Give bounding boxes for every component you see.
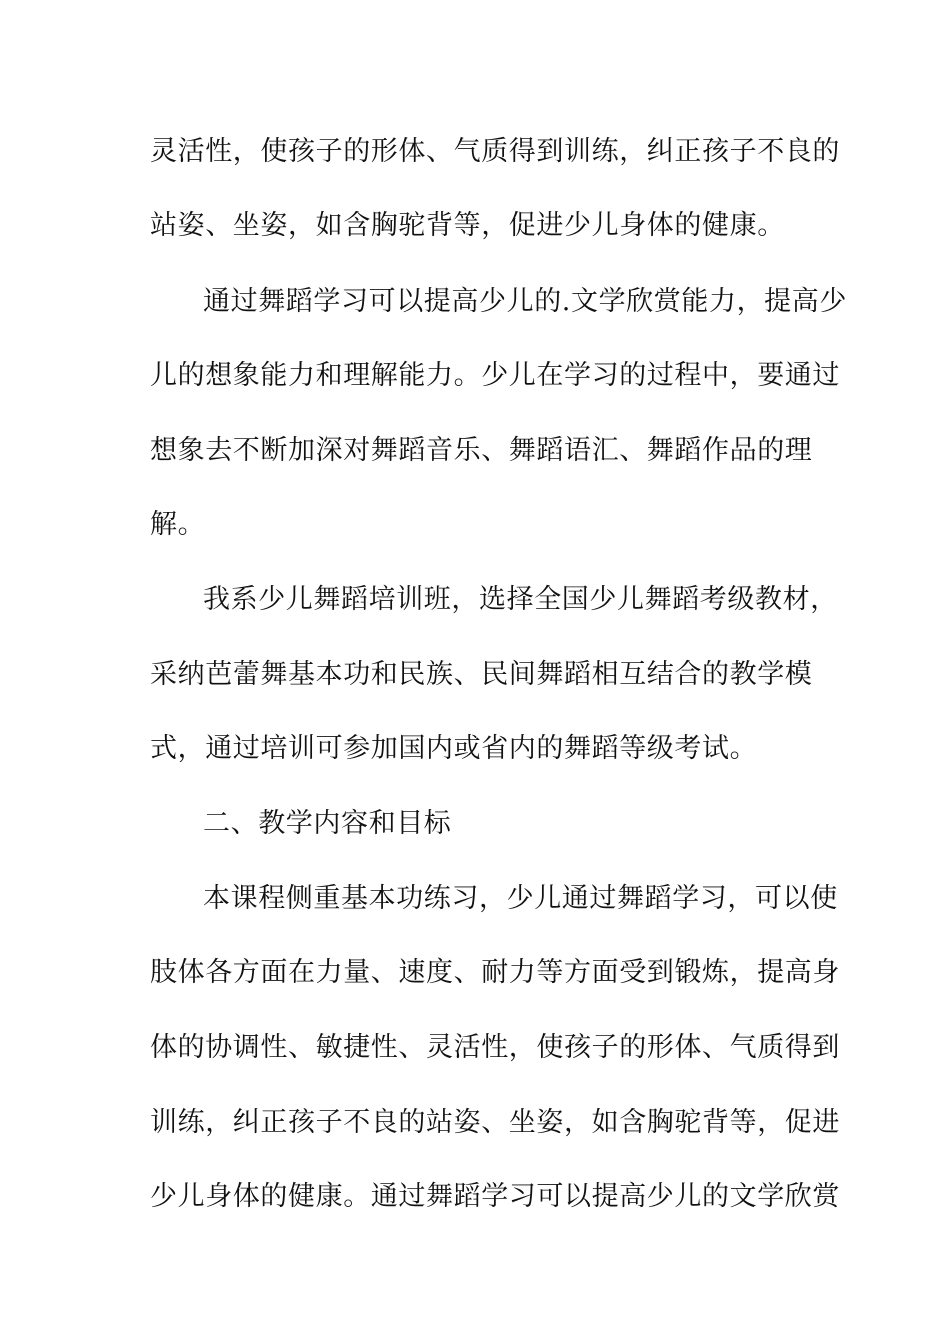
text-line: 想象去不断加深对舞蹈音乐、舞蹈语汇、舞蹈作品的理: [150, 435, 813, 466]
section-heading: 二、教学内容和目标: [203, 808, 452, 839]
paragraph-first-line: 我系少儿舞蹈培训班，选择全国少儿舞蹈考级教材，: [203, 584, 838, 615]
text-line: 体的协调性、敏捷性、灵活性，使孩子的形体、气质得到: [150, 1032, 840, 1063]
text-line: 式，通过培训可参加国内或省内的舞蹈等级考试。: [150, 733, 758, 764]
paragraph-first-line: 通过舞蹈学习可以提高少儿的.文学欣赏能力，提高少: [203, 286, 847, 317]
text-line: 解。: [150, 509, 206, 540]
text-line: 采纳芭蕾舞基本功和民族、民间舞蹈相互结合的教学模: [150, 659, 813, 690]
text-line: 站姿、坐姿，如含胸驼背等，促进少儿身体的健康。: [150, 210, 785, 241]
text-line: 肢体各方面在力量、速度、耐力等方面受到锻炼，提高身: [150, 957, 840, 988]
text-line: 少儿身体的健康。通过舞蹈学习可以提高少儿的文学欣赏: [150, 1181, 840, 1212]
text-line: 灵活性，使孩子的形体、气质得到训练，纠正孩子不良的: [150, 136, 840, 167]
text-line: 儿的想象能力和理解能力。少儿在学习的过程中，要通过: [150, 360, 840, 391]
paragraph-first-line: 本课程侧重基本功练习，少儿通过舞蹈学习，可以使: [203, 883, 838, 914]
text-line: 训练，纠正孩子不良的站姿、坐姿，如含胸驼背等，促进: [150, 1107, 840, 1138]
